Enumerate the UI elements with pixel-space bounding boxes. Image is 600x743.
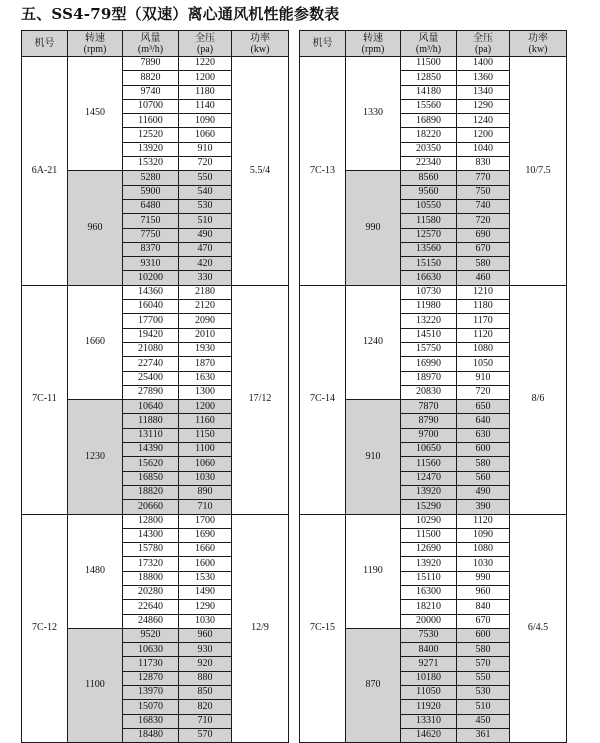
flow-cell: 8790 <box>401 414 457 428</box>
flow-cell: 8400 <box>401 643 457 657</box>
pressure-cell: 530 <box>179 199 232 213</box>
pressure-cell: 1700 <box>179 514 232 528</box>
pressure-cell: 361 <box>457 728 510 742</box>
flow-cell: 13970 <box>123 686 179 700</box>
header-power: 功率 (kw) <box>510 31 567 57</box>
flow-cell: 13110 <box>123 428 179 442</box>
pressure-cell: 390 <box>457 500 510 514</box>
header-model: 机号 <box>300 31 346 57</box>
pressure-cell: 460 <box>457 271 510 285</box>
pressure-cell: 670 <box>457 614 510 628</box>
pressure-cell: 1240 <box>457 114 510 128</box>
speed-cell: 1330 <box>346 57 401 171</box>
pressure-cell: 1060 <box>179 128 232 142</box>
pressure-cell: 1040 <box>457 142 510 156</box>
flow-cell: 18820 <box>123 485 179 499</box>
pressure-cell: 840 <box>457 600 510 614</box>
table-row <box>22 514 289 528</box>
flow-cell: 12850 <box>401 71 457 85</box>
flow-cell: 27890 <box>123 385 179 399</box>
pressure-cell: 830 <box>457 157 510 171</box>
speed-cell: 960 <box>68 171 123 285</box>
pressure-cell: 1180 <box>179 85 232 99</box>
flow-cell: 10630 <box>123 643 179 657</box>
flow-cell: 11880 <box>123 414 179 428</box>
pressure-cell: 690 <box>457 228 510 242</box>
header-speed: 转速 (rpm) <box>346 31 401 57</box>
pressure-cell: 490 <box>179 228 232 242</box>
flow-cell: 7750 <box>123 228 179 242</box>
pressure-cell: 1160 <box>179 414 232 428</box>
pressure-cell: 550 <box>179 171 232 185</box>
pressure-cell: 570 <box>457 657 510 671</box>
pressure-cell: 1080 <box>457 342 510 356</box>
pressure-cell: 600 <box>457 628 510 642</box>
flow-cell: 15750 <box>401 342 457 356</box>
flow-cell: 14300 <box>123 528 179 542</box>
pressure-cell: 960 <box>457 585 510 599</box>
pressure-cell: 1210 <box>457 285 510 299</box>
flow-cell: 11500 <box>401 57 457 71</box>
flow-cell: 18210 <box>401 600 457 614</box>
pressure-cell: 1150 <box>179 428 232 442</box>
flow-cell: 22640 <box>123 600 179 614</box>
pressure-cell: 740 <box>457 199 510 213</box>
speed-cell: 1240 <box>346 285 401 399</box>
header-power: 功率 (kw) <box>232 31 289 57</box>
model-cell: 7C-15 <box>300 514 346 743</box>
pressure-cell: 1030 <box>457 557 510 571</box>
speed-cell: 1190 <box>346 514 401 628</box>
pressure-cell: 1660 <box>179 543 232 557</box>
flow-cell: 9310 <box>123 257 179 271</box>
pressure-cell: 720 <box>457 385 510 399</box>
pressure-cell: 580 <box>457 457 510 471</box>
fan-spec-table-left <box>21 30 289 743</box>
power-cell: 10/7.5 <box>510 57 567 286</box>
pressure-cell: 1870 <box>179 357 232 371</box>
pressure-cell: 650 <box>457 400 510 414</box>
speed-cell: 1660 <box>68 285 123 399</box>
pressure-cell: 960 <box>179 628 232 642</box>
flow-cell: 22340 <box>401 157 457 171</box>
flow-cell: 15320 <box>123 157 179 171</box>
fan-spec-table-right <box>299 30 567 743</box>
flow-cell: 14620 <box>401 728 457 742</box>
flow-cell: 20830 <box>401 385 457 399</box>
table-header-row <box>22 31 289 57</box>
pressure-cell: 1360 <box>457 71 510 85</box>
flow-cell: 18970 <box>401 371 457 385</box>
flow-cell: 12570 <box>401 228 457 242</box>
pressure-cell: 1120 <box>457 514 510 528</box>
flow-cell: 16850 <box>123 471 179 485</box>
flow-cell: 10550 <box>401 199 457 213</box>
flow-cell: 15560 <box>401 99 457 113</box>
flow-cell: 14180 <box>401 85 457 99</box>
pressure-cell: 710 <box>179 714 232 728</box>
header-flow: 风量 (m³/h) <box>401 31 457 57</box>
pressure-cell: 1200 <box>457 128 510 142</box>
flow-cell: 11730 <box>123 657 179 671</box>
pressure-cell: 1930 <box>179 342 232 356</box>
flow-cell: 5900 <box>123 185 179 199</box>
flow-cell: 18480 <box>123 728 179 742</box>
pressure-cell: 890 <box>179 485 232 499</box>
header-speed: 转速 (rpm) <box>68 31 123 57</box>
model-cell: 7C-13 <box>300 57 346 286</box>
flow-cell: 10640 <box>123 400 179 414</box>
pressure-cell: 1340 <box>457 85 510 99</box>
flow-cell: 20000 <box>401 614 457 628</box>
pressure-cell: 1220 <box>179 57 232 71</box>
pressure-cell: 1080 <box>457 543 510 557</box>
flow-cell: 20350 <box>401 142 457 156</box>
flow-cell: 12470 <box>401 471 457 485</box>
flow-cell: 12520 <box>123 128 179 142</box>
pressure-cell: 550 <box>457 671 510 685</box>
flow-cell: 9560 <box>401 185 457 199</box>
flow-cell: 6480 <box>123 199 179 213</box>
flow-cell: 9520 <box>123 628 179 642</box>
flow-cell: 22740 <box>123 357 179 371</box>
flow-cell: 9740 <box>123 85 179 99</box>
flow-cell: 9700 <box>401 428 457 442</box>
flow-cell: 7530 <box>401 628 457 642</box>
header-model: 机号 <box>22 31 68 57</box>
pressure-cell: 1030 <box>179 614 232 628</box>
pressure-cell: 910 <box>179 142 232 156</box>
flow-cell: 16630 <box>401 271 457 285</box>
pressure-cell: 2180 <box>179 285 232 299</box>
flow-cell: 20280 <box>123 585 179 599</box>
pressure-cell: 330 <box>179 271 232 285</box>
power-cell: 12/9 <box>232 514 289 743</box>
flow-cell: 17320 <box>123 557 179 571</box>
flow-cell: 18220 <box>401 128 457 142</box>
pressure-cell: 580 <box>457 643 510 657</box>
pressure-cell: 580 <box>457 257 510 271</box>
pressure-cell: 1490 <box>179 585 232 599</box>
pressure-cell: 1290 <box>179 600 232 614</box>
pressure-cell: 1400 <box>457 57 510 71</box>
pressure-cell: 1050 <box>457 357 510 371</box>
header-pressure: 全压 (pa) <box>179 31 232 57</box>
flow-cell: 16040 <box>123 300 179 314</box>
pressure-cell: 1030 <box>179 471 232 485</box>
pressure-cell: 670 <box>457 242 510 256</box>
pressure-cell: 1100 <box>179 443 232 457</box>
header-pressure: 全压 (pa) <box>457 31 510 57</box>
flow-cell: 9271 <box>401 657 457 671</box>
flow-cell: 15780 <box>123 543 179 557</box>
flow-cell: 11600 <box>123 114 179 128</box>
pressure-cell: 640 <box>457 414 510 428</box>
pressure-cell: 1300 <box>179 385 232 399</box>
pressure-cell: 570 <box>179 728 232 742</box>
flow-cell: 13220 <box>401 314 457 328</box>
flow-cell: 15620 <box>123 457 179 471</box>
pressure-cell: 880 <box>179 671 232 685</box>
flow-cell: 7870 <box>401 400 457 414</box>
pressure-cell: 850 <box>179 686 232 700</box>
pressure-cell: 530 <box>457 686 510 700</box>
flow-cell: 11920 <box>401 700 457 714</box>
pressure-cell: 910 <box>457 371 510 385</box>
flow-cell: 11050 <box>401 686 457 700</box>
pressure-cell: 720 <box>457 214 510 228</box>
pressure-cell: 820 <box>179 700 232 714</box>
pressure-cell: 1180 <box>457 300 510 314</box>
flow-cell: 19420 <box>123 328 179 342</box>
pressure-cell: 490 <box>457 485 510 499</box>
speed-cell: 910 <box>346 400 401 514</box>
flow-cell: 10180 <box>401 671 457 685</box>
pressure-cell: 1170 <box>457 314 510 328</box>
pressure-cell: 710 <box>179 500 232 514</box>
flow-cell: 16990 <box>401 357 457 371</box>
flow-cell: 8370 <box>123 242 179 256</box>
flow-cell: 17700 <box>123 314 179 328</box>
flow-cell: 10730 <box>401 285 457 299</box>
pressure-cell: 450 <box>457 714 510 728</box>
flow-cell: 5280 <box>123 171 179 185</box>
flow-cell: 25400 <box>123 371 179 385</box>
flow-cell: 14510 <box>401 328 457 342</box>
pressure-cell: 2120 <box>179 300 232 314</box>
pressure-cell: 1690 <box>179 528 232 542</box>
flow-cell: 11560 <box>401 457 457 471</box>
model-cell: 7C-14 <box>300 285 346 514</box>
pressure-cell: 1600 <box>179 557 232 571</box>
flow-cell: 8560 <box>401 171 457 185</box>
speed-cell: 1480 <box>68 514 123 628</box>
flow-cell: 14360 <box>123 285 179 299</box>
flow-cell: 21080 <box>123 342 179 356</box>
table-row <box>300 57 567 71</box>
power-cell: 6/4.5 <box>510 514 567 743</box>
pressure-cell: 770 <box>457 171 510 185</box>
pressure-cell: 600 <box>457 443 510 457</box>
pressure-cell: 540 <box>179 185 232 199</box>
pressure-cell: 630 <box>457 428 510 442</box>
pressure-cell: 2090 <box>179 314 232 328</box>
pressure-cell: 1200 <box>179 400 232 414</box>
model-cell: 7C-11 <box>22 285 68 514</box>
flow-cell: 13560 <box>401 242 457 256</box>
pressure-cell: 1290 <box>457 99 510 113</box>
pressure-cell: 1200 <box>179 71 232 85</box>
flow-cell: 11580 <box>401 214 457 228</box>
flow-cell: 18800 <box>123 571 179 585</box>
table-row <box>300 285 567 299</box>
pressure-cell: 990 <box>457 571 510 585</box>
pressure-cell: 930 <box>179 643 232 657</box>
pressure-cell: 1090 <box>179 114 232 128</box>
table-row <box>22 285 289 299</box>
flow-cell: 15070 <box>123 700 179 714</box>
flow-cell: 15290 <box>401 500 457 514</box>
page-title: 五、SS4-79型（双速）离心通风机性能参数表 <box>21 5 340 23</box>
speed-cell: 1230 <box>68 400 123 514</box>
pressure-cell: 1060 <box>179 457 232 471</box>
pressure-cell: 720 <box>179 157 232 171</box>
header-flow: 风量 (m³/h) <box>123 31 179 57</box>
model-cell: 6A-21 <box>22 57 68 286</box>
speed-cell: 870 <box>346 628 401 742</box>
pressure-cell: 920 <box>179 657 232 671</box>
flow-cell: 7890 <box>123 57 179 71</box>
flow-cell: 16830 <box>123 714 179 728</box>
model-cell: 7C-12 <box>22 514 68 743</box>
flow-cell: 20660 <box>123 500 179 514</box>
pressure-cell: 560 <box>457 471 510 485</box>
pressure-cell: 470 <box>179 242 232 256</box>
pressure-cell: 1090 <box>457 528 510 542</box>
flow-cell: 7150 <box>123 214 179 228</box>
pressure-cell: 510 <box>457 700 510 714</box>
flow-cell: 11980 <box>401 300 457 314</box>
flow-cell: 14390 <box>123 443 179 457</box>
flow-cell: 13920 <box>123 142 179 156</box>
flow-cell: 10200 <box>123 271 179 285</box>
flow-cell: 12690 <box>401 543 457 557</box>
pressure-cell: 420 <box>179 257 232 271</box>
flow-cell: 12870 <box>123 671 179 685</box>
table-header-row <box>300 31 567 57</box>
flow-cell: 10290 <box>401 514 457 528</box>
power-cell: 17/12 <box>232 285 289 514</box>
flow-cell: 10700 <box>123 99 179 113</box>
pressure-cell: 1630 <box>179 371 232 385</box>
flow-cell: 15150 <box>401 257 457 271</box>
power-cell: 8/6 <box>510 285 567 514</box>
flow-cell: 13920 <box>401 485 457 499</box>
power-cell: 5.5/4 <box>232 57 289 286</box>
flow-cell: 16890 <box>401 114 457 128</box>
flow-cell: 13920 <box>401 557 457 571</box>
flow-cell: 16300 <box>401 585 457 599</box>
pressure-cell: 1120 <box>457 328 510 342</box>
pressure-cell: 1140 <box>179 99 232 113</box>
pressure-cell: 1530 <box>179 571 232 585</box>
flow-cell: 13310 <box>401 714 457 728</box>
pressure-cell: 2010 <box>179 328 232 342</box>
pressure-cell: 750 <box>457 185 510 199</box>
flow-cell: 11500 <box>401 528 457 542</box>
speed-cell: 990 <box>346 171 401 285</box>
speed-cell: 1100 <box>68 628 123 742</box>
pressure-cell: 510 <box>179 214 232 228</box>
flow-cell: 24860 <box>123 614 179 628</box>
flow-cell: 15110 <box>401 571 457 585</box>
table-row <box>300 514 567 528</box>
flow-cell: 10650 <box>401 443 457 457</box>
speed-cell: 1450 <box>68 57 123 171</box>
flow-cell: 12800 <box>123 514 179 528</box>
flow-cell: 8820 <box>123 71 179 85</box>
table-row <box>22 57 289 71</box>
